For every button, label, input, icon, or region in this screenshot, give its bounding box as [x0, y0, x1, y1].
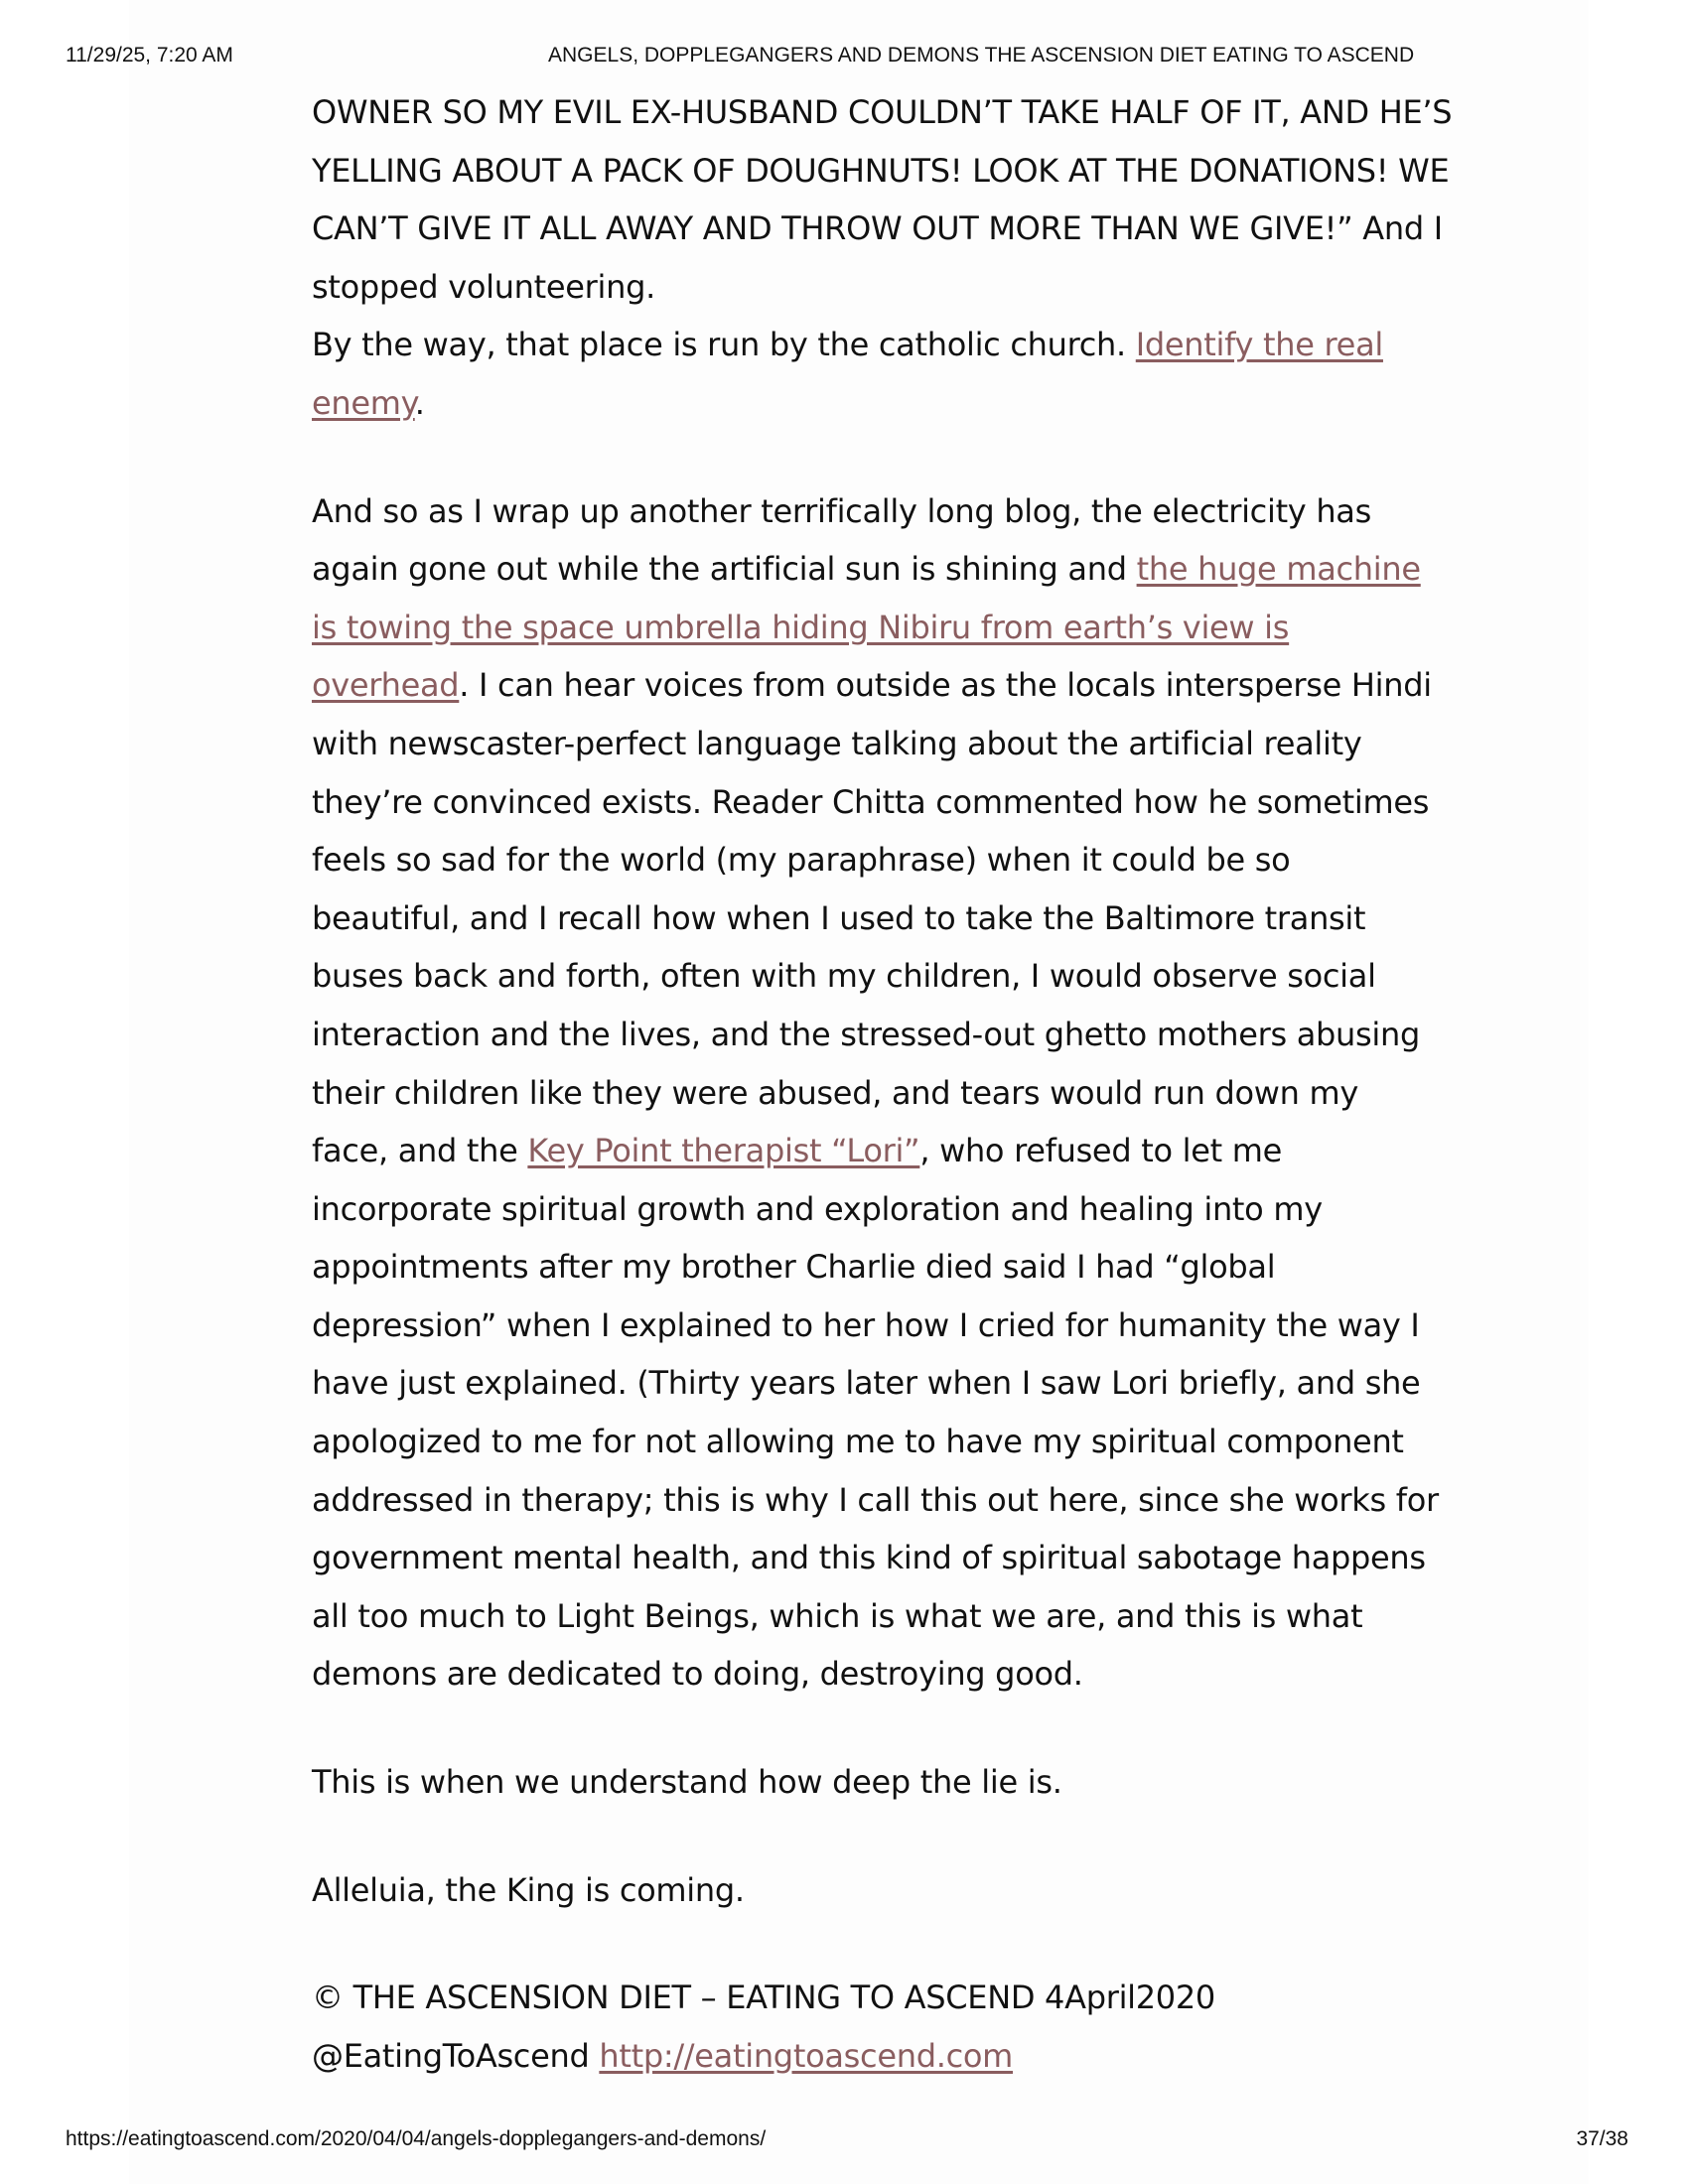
twitter-handle: @EatingToAscend: [312, 2036, 600, 2075]
text-line: [312, 316, 1404, 374]
text-line: demons are dedicated to doing, destroying good.: [312, 1655, 1083, 1694]
print-date: 11/29/25, 7:20 AM: [66, 44, 233, 67]
text-line: And so as I wrap up another terrifically long blog, the electricity has: [312, 491, 1371, 530]
text-line: have just explained. (Thirty years later when I saw Lori briefly, and she: [312, 1364, 1421, 1403]
key-point-therapist-link[interactable]: Key Point therapist “Lori”: [527, 1132, 920, 1170]
text-line: [312, 656, 1432, 715]
huge-machine-link[interactable]: the huge machine: [1136, 550, 1421, 589]
text-line: [312, 599, 1404, 657]
text-line: all too much to Light Beings, which is what we are, and this is what: [312, 1596, 1363, 1635]
text-segment: . I can hear voices from outside as the locals intersperse Hindi: [459, 666, 1432, 705]
copyright-line: © THE ASCENSION DIET – EATING TO ASCEND 4April2020: [312, 1979, 1215, 2017]
text-line: [312, 1122, 1404, 1180]
paragraph-donations: [312, 83, 1453, 316]
site-link[interactable]: http://eatingtoascend.com: [599, 2036, 1014, 2075]
text-segment: , who refused to let me: [919, 1132, 1282, 1170]
text-line: with newscaster-perfect language talking about the artificial reality: [312, 724, 1362, 762]
text-line: their children like they were abused, and tears would run down my: [312, 1073, 1358, 1112]
paragraph-alleluia: [312, 1861, 1404, 1920]
text-line: they’re convinced exists. Reader Chitta commented how he sometimes: [312, 782, 1430, 821]
text-line: addressed in therapy; this is why I call this out here, since she works for: [312, 1480, 1439, 1519]
huge-machine-link-end[interactable]: overhead: [312, 666, 460, 705]
print-footer: [0, 2127, 1688, 2155]
text-line: CAN’T GIVE IT ALL AWAY AND THROW OUT MORE THAN WE GIVE!” And I: [312, 209, 1443, 248]
text-line: apologized to me for not allowing me to have my spiritual component: [312, 1423, 1404, 1461]
identify-real-enemy-link-cont[interactable]: enemy: [312, 383, 415, 422]
paragraph-deep-lie: [312, 1753, 1404, 1812]
text-line: [312, 2027, 1404, 2086]
text-line: [312, 374, 1404, 433]
text-line: feels so sad for the world (my paraphrase) when it could be so: [312, 841, 1291, 880]
print-url: https://eatingtoascend.com/2020/04/04/angels-dopplegangers-and-demons/: [66, 2127, 767, 2150]
text-line: OWNER SO MY EVIL EX-HUSBAND COULDN’T TAKE HALF OF IT, AND HE’S: [312, 93, 1453, 131]
huge-machine-link-cont[interactable]: is towing the space umbrella hiding Nibiru from earth’s view is: [312, 608, 1290, 646]
page-number: 37/38: [1576, 2127, 1628, 2150]
text-line: stopped volunteering.: [312, 267, 655, 306]
text-line: appointments after my brother Charlie died said I had “global: [312, 1248, 1276, 1287]
text-line: [312, 540, 1421, 599]
print-header: [0, 44, 1688, 71]
text-segment: again gone out while the artificial sun is shining and: [312, 550, 1137, 589]
text-segment: .: [414, 383, 425, 422]
text-line: interaction and the lives, and the stressed-out ghetto mothers abusing: [312, 1015, 1420, 1053]
print-page-title: ANGELS, DOPPLEGANGERS AND DEMONS THE ASCENSION DIET EATING TO ASCEND: [548, 44, 1415, 67]
text-line: buses back and forth, often with my children, I would observe social: [312, 957, 1376, 996]
text-line: Alleluia, the King is coming.: [312, 1870, 745, 1909]
text-segment: face, and the: [312, 1132, 528, 1170]
text-line: beautiful, and I recall how when I used to take the Baltimore transit: [312, 898, 1366, 937]
text-segment: By the way, that place is run by the catholic church.: [312, 326, 1136, 364]
paragraph-wrap-up: [312, 482, 1439, 1704]
text-line: incorporate spiritual growth and exploration and healing into my: [312, 1189, 1323, 1228]
text-line: depression” when I explained to her how I cried for humanity the way I: [312, 1305, 1420, 1344]
paragraph-catholic-church: [312, 316, 1404, 432]
copyright-block: [312, 1969, 1404, 2085]
text-line: YELLING ABOUT A PACK OF DOUGHNUTS! LOOK AT THE DONATIONS! WE: [312, 151, 1450, 190]
article-body: [312, 83, 1453, 2085]
text-line: This is when we understand how deep the lie is.: [312, 1763, 1062, 1802]
identify-real-enemy-link[interactable]: Identify the real: [1135, 326, 1383, 364]
text-line: government mental health, and this kind of spiritual sabotage happens: [312, 1539, 1426, 1577]
